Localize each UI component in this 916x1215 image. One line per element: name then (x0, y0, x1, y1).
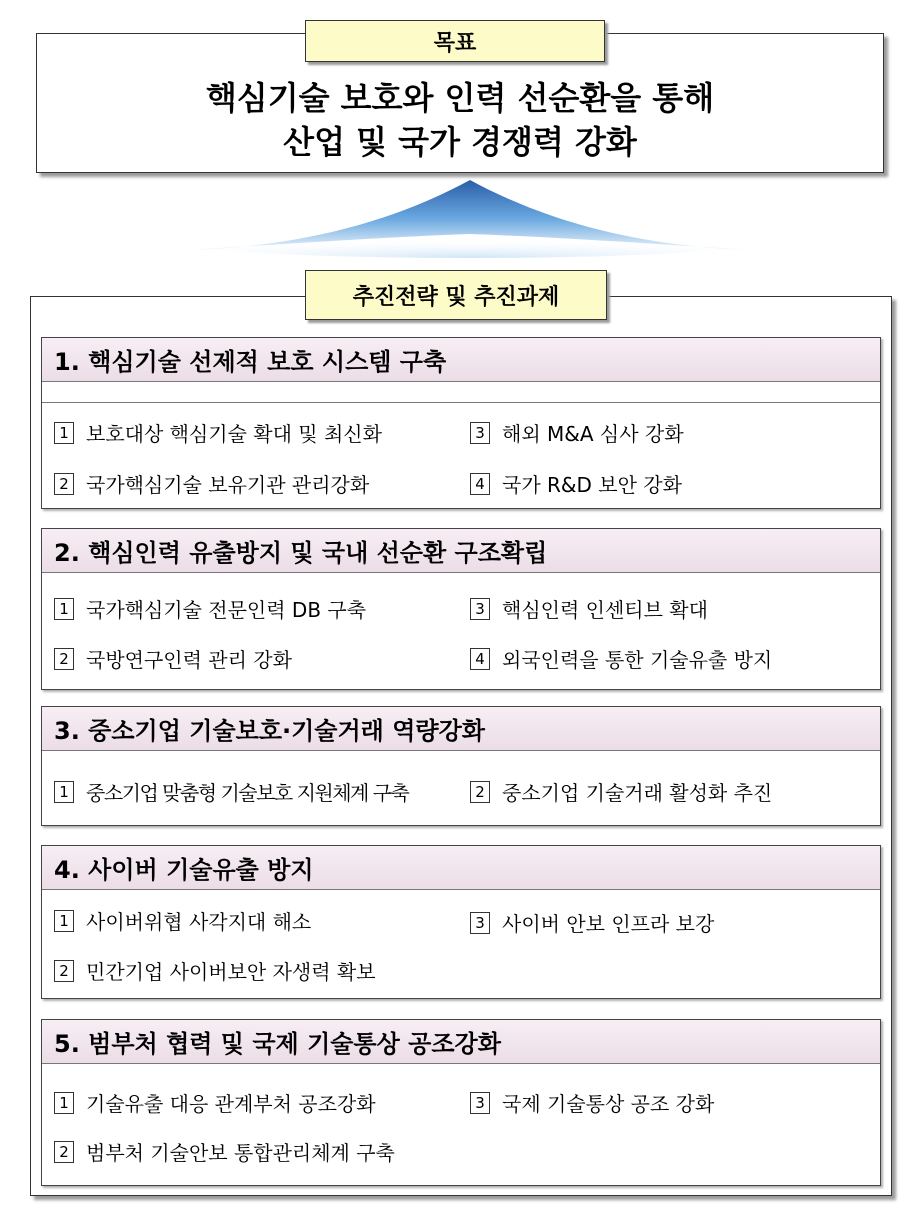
section-5 (41, 1019, 881, 1186)
section-4-title: 4. 사이버 기술유출 방지 (42, 846, 880, 890)
task-text: 중소기업 기술거래 활성화 추진 (502, 781, 773, 805)
task-4-3 (470, 908, 714, 937)
task-2-2 (54, 644, 292, 673)
section-1-title: 1. 핵심기술 선제적 보호 시스템 구축 (42, 338, 880, 382)
task-number: 2 (54, 473, 74, 495)
section-2 (41, 528, 881, 690)
task-3-2 (470, 777, 772, 806)
task-2-4 (470, 644, 772, 673)
task-2-1 (54, 594, 366, 623)
task-number: 4 (470, 648, 490, 670)
divider (42, 382, 880, 403)
task-text: 해외 M&A 심사 강화 (502, 422, 684, 446)
goal-statement (37, 76, 883, 164)
goal-tag: 목표 (305, 20, 605, 62)
task-5-3 (470, 1088, 714, 1117)
task-text: 국가핵심기술 전문인력 DB 구축 (86, 598, 367, 622)
task-text: 사이버 안보 인프라 보강 (502, 912, 715, 936)
section-4 (41, 845, 881, 999)
task-5-1 (54, 1088, 376, 1117)
task-1-3 (470, 418, 684, 447)
task-number: 2 (54, 1141, 74, 1163)
task-number: 2 (470, 781, 490, 803)
task-number: 2 (54, 648, 74, 670)
task-1-1 (54, 418, 382, 447)
task-number: 3 (470, 598, 490, 620)
task-number: 3 (470, 1092, 490, 1114)
task-text: 외국인력을 통한 기술유출 방지 (502, 648, 773, 672)
task-2-3 (470, 594, 708, 623)
task-text: 국방연구인력 관리 강화 (86, 648, 292, 672)
section-2-title: 2. 핵심인력 유출방지 및 국내 선순환 구조확립 (42, 529, 880, 573)
goal-line-1: 핵심기술 보호와 인력 선순환을 통해 (205, 79, 715, 117)
task-number: 2 (54, 960, 74, 982)
task-1-2 (54, 469, 369, 498)
section-3 (41, 706, 881, 826)
section-5-title: 5. 범부처 협력 및 국제 기술통상 공조강화 (42, 1020, 880, 1064)
upward-arrow-icon (190, 178, 750, 258)
section-3-title: 3. 중소기업 기술보호·기술거래 역량강화 (42, 707, 880, 751)
task-number: 1 (54, 781, 74, 803)
task-text: 국가핵심기술 보유기관 관리강화 (86, 473, 370, 497)
task-number: 1 (54, 910, 74, 932)
task-text: 사이버위협 사각지대 해소 (86, 910, 312, 934)
task-4-2 (54, 956, 376, 985)
task-text: 보호대상 핵심기술 확대 및 최신화 (86, 422, 382, 446)
task-text: 국제 기술통상 공조 강화 (502, 1092, 715, 1116)
task-text: 범부처 기술안보 통합관리체계 구축 (86, 1141, 395, 1165)
task-number: 1 (54, 422, 74, 444)
task-text: 국가 R&D 보안 강화 (502, 473, 682, 497)
task-number: 3 (470, 912, 490, 934)
section-1 (41, 337, 881, 509)
task-5-2 (54, 1137, 395, 1166)
task-text: 중소기업 맞춤형 기술보호 지원체계 구축 (86, 781, 409, 805)
task-text: 핵심인력 인센티브 확대 (502, 598, 708, 622)
task-3-1 (54, 777, 408, 806)
task-4-1 (54, 906, 311, 935)
task-number: 1 (54, 1092, 74, 1114)
task-number: 3 (470, 422, 490, 444)
task-1-4 (470, 469, 682, 498)
task-number: 1 (54, 598, 74, 620)
task-number: 4 (470, 473, 490, 495)
task-text: 민간기업 사이버보안 자생력 확보 (86, 960, 376, 984)
strategy-tag: 추진전략 및 추진과제 (305, 270, 607, 320)
goal-line-2: 산업 및 국가 경쟁력 강화 (283, 123, 637, 161)
task-text: 기술유출 대응 관계부처 공조강화 (86, 1092, 376, 1116)
